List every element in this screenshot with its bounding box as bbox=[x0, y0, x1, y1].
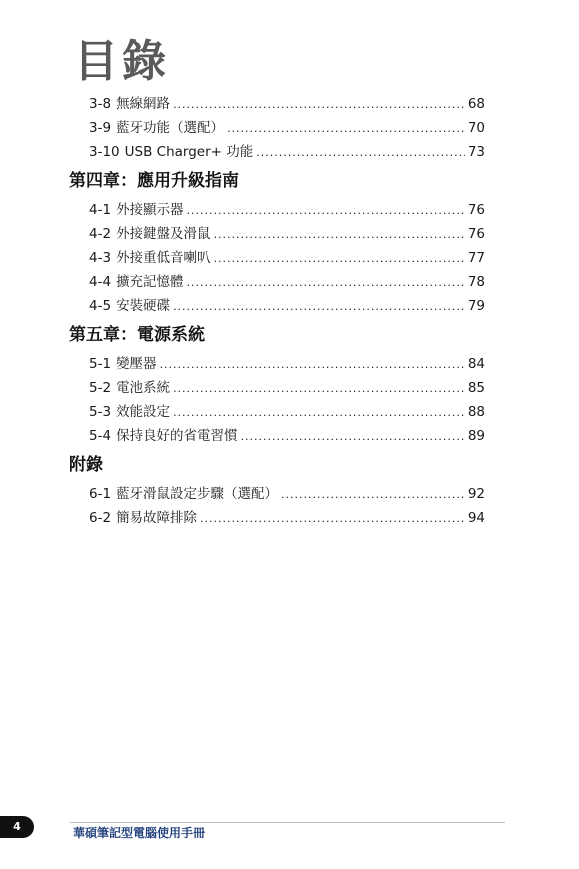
toc-entry-page: 92 bbox=[467, 486, 485, 502]
toc-dot-leader bbox=[241, 425, 465, 449]
toc-entry-number: 5-4 bbox=[89, 428, 112, 444]
toc-entry-page: 73 bbox=[467, 144, 485, 160]
toc-entry-page: 79 bbox=[467, 298, 485, 314]
toc-entry[interactable] bbox=[89, 294, 485, 318]
toc-entry[interactable] bbox=[89, 222, 485, 246]
toc-dot-leader bbox=[187, 271, 465, 295]
toc-entry-number: 3-9 bbox=[89, 120, 112, 136]
toc-entry-label: 安裝硬碟 bbox=[116, 298, 171, 314]
toc-entry-number: 6-1 bbox=[89, 486, 112, 502]
chapter-heading[interactable]: 第四章：應用升級指南 bbox=[69, 171, 239, 191]
toc-entry-number: 4-4 bbox=[89, 274, 112, 290]
toc-entry[interactable] bbox=[89, 270, 485, 294]
toc-entry-page: 78 bbox=[467, 274, 485, 290]
toc-dot-leader bbox=[281, 483, 465, 507]
toc-entry-page: 76 bbox=[467, 202, 485, 218]
toc-dot-leader bbox=[173, 93, 465, 117]
toc-entry-number: 6-2 bbox=[89, 510, 112, 526]
toc-entry-page: 68 bbox=[467, 96, 485, 112]
toc-entry-number: 5-1 bbox=[89, 356, 112, 372]
toc-entry-page: 89 bbox=[467, 428, 485, 444]
toc-entry-page: 85 bbox=[467, 380, 485, 396]
toc-section-chapter-4 bbox=[0, 164, 579, 318]
toc-dot-leader bbox=[214, 223, 465, 247]
toc-entry[interactable] bbox=[89, 376, 485, 400]
toc-entry-number: 3-10 bbox=[89, 144, 120, 160]
toc-entry-label: USB Charger+ 功能 bbox=[124, 144, 254, 160]
toc-entry-number: 3-8 bbox=[89, 96, 112, 112]
toc-entry-label: 藍牙功能（選配） bbox=[116, 120, 225, 136]
toc-entry-page: 70 bbox=[467, 120, 485, 136]
toc-entry-number: 4-5 bbox=[89, 298, 112, 314]
toc-entry-label: 外接鍵盤及滑鼠 bbox=[116, 226, 211, 242]
toc-dot-leader bbox=[227, 117, 465, 141]
footer-manual-title: 華碩筆記型電腦使用手冊 bbox=[73, 826, 206, 840]
toc-entry-page: 76 bbox=[467, 226, 485, 242]
toc-entry[interactable] bbox=[89, 482, 485, 506]
toc-entry-label: 擴充記憶體 bbox=[116, 274, 184, 290]
toc-entry-label: 簡易故障排除 bbox=[116, 510, 198, 526]
toc-entry-number: 4-2 bbox=[89, 226, 112, 242]
toc-entry-page: 88 bbox=[467, 404, 485, 420]
toc-dot-leader bbox=[200, 507, 465, 531]
toc-entry-label: 變壓器 bbox=[116, 356, 157, 372]
toc-dot-leader bbox=[173, 295, 465, 319]
toc-dot-leader bbox=[173, 401, 465, 425]
toc-entry-label: 效能設定 bbox=[116, 404, 171, 420]
toc-entry[interactable] bbox=[89, 92, 485, 116]
chapter-heading[interactable]: 第五章：電源系統 bbox=[69, 325, 205, 345]
toc-entry[interactable] bbox=[89, 352, 485, 376]
toc-dot-leader bbox=[187, 199, 465, 223]
toc-entry-label: 外接顯示器 bbox=[116, 202, 184, 218]
toc-entry[interactable] bbox=[89, 246, 485, 270]
toc-entry-number: 4-3 bbox=[89, 250, 112, 266]
toc-section-appendix bbox=[0, 448, 579, 530]
chapter-heading[interactable]: 附錄 bbox=[69, 455, 103, 475]
toc-entry-number: 5-2 bbox=[89, 380, 112, 396]
toc-entry-page: 77 bbox=[467, 250, 485, 266]
toc-dot-leader bbox=[160, 353, 465, 377]
toc-entry[interactable] bbox=[89, 140, 485, 164]
toc-entry[interactable] bbox=[89, 424, 485, 448]
toc-entry[interactable] bbox=[89, 198, 485, 222]
toc-entry-page: 94 bbox=[467, 510, 485, 526]
toc-dot-leader bbox=[256, 141, 465, 165]
page-title: 目錄 bbox=[74, 36, 170, 87]
toc-section-chapter-5 bbox=[0, 318, 579, 448]
toc-entry-label: 藍牙滑鼠設定步驟（選配） bbox=[116, 486, 279, 502]
toc-entry-label: 外接重低音喇叭 bbox=[116, 250, 211, 266]
footer-divider bbox=[70, 822, 505, 823]
toc-dot-leader bbox=[173, 377, 465, 401]
toc-entry-page: 84 bbox=[467, 356, 485, 372]
toc-entry[interactable] bbox=[89, 400, 485, 424]
toc-entry-number: 4-1 bbox=[89, 202, 112, 218]
toc-entry-label: 無線網路 bbox=[116, 96, 171, 112]
toc-section-continued bbox=[0, 92, 579, 164]
toc-entry[interactable] bbox=[89, 506, 485, 530]
toc-dot-leader bbox=[214, 247, 465, 271]
table-of-contents bbox=[0, 92, 579, 530]
toc-entry-label: 電池系統 bbox=[116, 380, 171, 396]
toc-entry[interactable] bbox=[89, 116, 485, 140]
page-number-badge: 4 bbox=[0, 816, 34, 838]
toc-entry-label: 保持良好的省電習慣 bbox=[116, 428, 238, 444]
toc-entry-number: 5-3 bbox=[89, 404, 112, 420]
